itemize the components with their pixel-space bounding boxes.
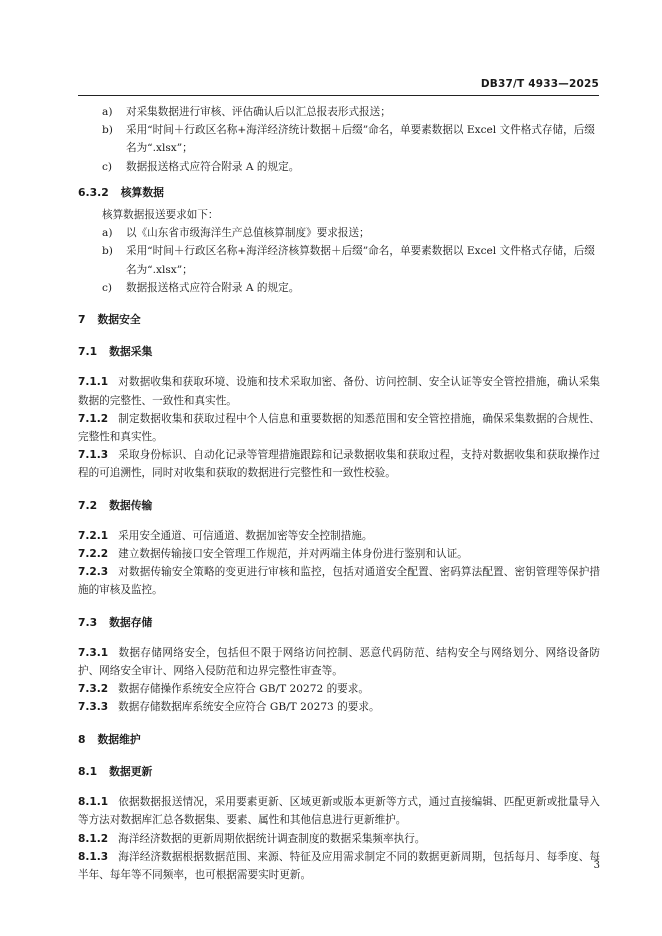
section-number: 8: [78, 732, 86, 746]
paragraph-7-3-3: [78, 698, 600, 716]
paragraph-text: 海洋经济数据的更新周期依据统计调查制度的数据采集频率执行。: [118, 832, 426, 845]
list-text: 数据报送格式应符合附录 A 的规定。: [126, 160, 300, 173]
section-number: 7.3: [78, 615, 98, 629]
paragraph-number: 8.1.2: [78, 832, 109, 845]
list-text: 采用“时间＋行政区名称+海洋经济统计数据＋后缀”命名，单要素数据以 Excel 文件格式存储，后缀名为“.xlsx”；: [126, 124, 595, 155]
list-item: [78, 121, 600, 157]
paragraph-number: 7.2.1: [78, 529, 109, 542]
paragraph-text: 数据存储网络安全，包括但不限于网络访问控制、恶意代码防范、结构安全与网络划分、网络设备防护、网络安全审计、网络入侵防范和边界完整性审查等。: [78, 646, 600, 678]
section-heading-6-3-2: [78, 184, 600, 202]
list-item: [78, 103, 600, 121]
paragraph-7-1-1: [78, 373, 600, 409]
paragraph-7-1-2: [78, 410, 600, 446]
paragraph-number: 7.1.2: [78, 412, 109, 425]
list-marker: c): [102, 160, 113, 173]
paragraph-number: 7.2.2: [78, 548, 109, 561]
paragraph-number: 8.1.1: [78, 796, 109, 809]
paragraph-text: 制定数据收集和获取过程中个人信息和重要数据的知悉范围和安全管控措施，确保采集数据的合规性、完整性和真实性。: [78, 412, 600, 444]
section-heading-7: [78, 311, 600, 329]
section-heading-8: [78, 731, 600, 749]
list-item: [78, 224, 600, 242]
paragraph-text: 建立数据传输接口安全管理工作规范，并对两端主体身份进行鉴别和认证。: [118, 548, 468, 561]
list-text: 数据报送格式应符合附录 A 的规定。: [126, 281, 300, 294]
paragraph-number: 7.3.2: [78, 683, 109, 696]
list-marker: a): [102, 106, 113, 118]
section-heading-8-1: [78, 763, 600, 781]
section-heading-7-3: [78, 614, 600, 632]
page-number: 3: [593, 860, 600, 871]
paragraph-number: 7.2.3: [78, 566, 109, 579]
paragraph-text: 对数据收集和获取环境、设施和技术采取加密、备份、访问控制、安全认证等安全管控措施，确认采集数据的完整性、一致性和真实性。: [78, 376, 600, 407]
paragraph-text: 海洋经济数据根据数据范围、来源、特征及应用需求制定不同的数据更新周期，包括每月、每季度、每半年、每年等不同频率，也可根据需要实时更新。: [78, 850, 600, 881]
section-title: 核算数据: [120, 185, 164, 199]
paragraph-number: 7.1.3: [78, 449, 109, 462]
list-marker: b): [102, 245, 113, 258]
paragraph-text: 采取身份标识、自动化记录等管理措施跟踪和记录数据收集和获取过程，支持对数据收集和获取操作过程的可追溯性，同时对收集和获取的数据进行完整性和一致性校验。: [78, 449, 600, 480]
paragraph-7-3-2: [78, 680, 600, 698]
paragraph-7-2-3: [78, 563, 600, 599]
list-marker: a): [102, 227, 113, 240]
paragraph-7-3-1: [78, 644, 600, 680]
paragraph-number: 7.3.1: [78, 646, 109, 659]
paragraph-text: 数据存储操作系统安全应符合 GB/T 20272 的要求。: [118, 683, 369, 696]
section-title: 数据存储: [109, 615, 153, 629]
section-title: 数据维护: [97, 732, 141, 746]
list-item: [78, 279, 600, 297]
section-number: 6.3.2: [78, 185, 109, 199]
section-number: 7: [78, 313, 86, 327]
paragraph-number: 7.1.1: [78, 376, 109, 389]
paragraph-text: 数据存储数据库系统安全应符合 GB/T 20273 的要求。: [118, 701, 380, 714]
paragraph-7-2-2: [78, 545, 600, 563]
section-number: 8.1: [78, 764, 98, 778]
paragraph-number: 8.1.3: [78, 850, 109, 863]
section-title: 数据采集: [109, 345, 153, 359]
list-marker: c): [102, 281, 113, 294]
list-item: [78, 158, 600, 176]
paragraph-8-1-1: [78, 793, 600, 829]
header-rule: [78, 95, 599, 96]
section-title: 数据安全: [97, 313, 141, 327]
list-text: 以《山东省市级海洋生产总值核算制度》要求报送；: [126, 227, 370, 240]
list-item: [78, 242, 600, 278]
section-title: 数据更新: [109, 764, 153, 778]
intro-text: 核算数据报送要求如下：: [102, 209, 219, 222]
document-code: DB37/T 4933—2025: [480, 78, 599, 90]
page-content: [78, 103, 600, 884]
paragraph-8-1-3: [78, 848, 600, 884]
paragraph-8-1-2: [78, 830, 600, 848]
paragraph-7-1-3: [78, 446, 600, 482]
list-text: 对采集数据进行审核、评估确认后以汇总报表形式报送；: [126, 106, 391, 118]
list-text: 采用“时间＋行政区名称+海洋经济核算数据＋后缀”命名，单要素数据以 Excel 文件格式存储，后缀名为“.xlsx”；: [126, 245, 595, 276]
paragraph-text: 对数据传输安全策略的变更进行审核和监控，包括对通道安全配置、密码算法配置、密钥管理等保护措施的审核及监控。: [78, 566, 600, 597]
list-marker: b): [102, 124, 113, 137]
section-number: 7.1: [78, 345, 98, 359]
section-heading-7-1: [78, 343, 600, 361]
section-heading-7-2: [78, 497, 600, 515]
paragraph-7-2-1: [78, 527, 600, 545]
paragraph-text: 采用安全通道、可信通道、数据加密等安全控制措施。: [118, 529, 373, 542]
paragraph-number: 7.3.3: [78, 701, 109, 714]
paragraph-text: 依据数据报送情况，采用要素更新、区域更新或版本更新等方式，通过直接编辑、匹配更新或批量导入等方法对数据库汇总各数据集、要素、属性和其他信息进行更新维护。: [78, 796, 600, 827]
section-title: 数据传输: [109, 498, 153, 512]
section-number: 7.2: [78, 498, 98, 512]
